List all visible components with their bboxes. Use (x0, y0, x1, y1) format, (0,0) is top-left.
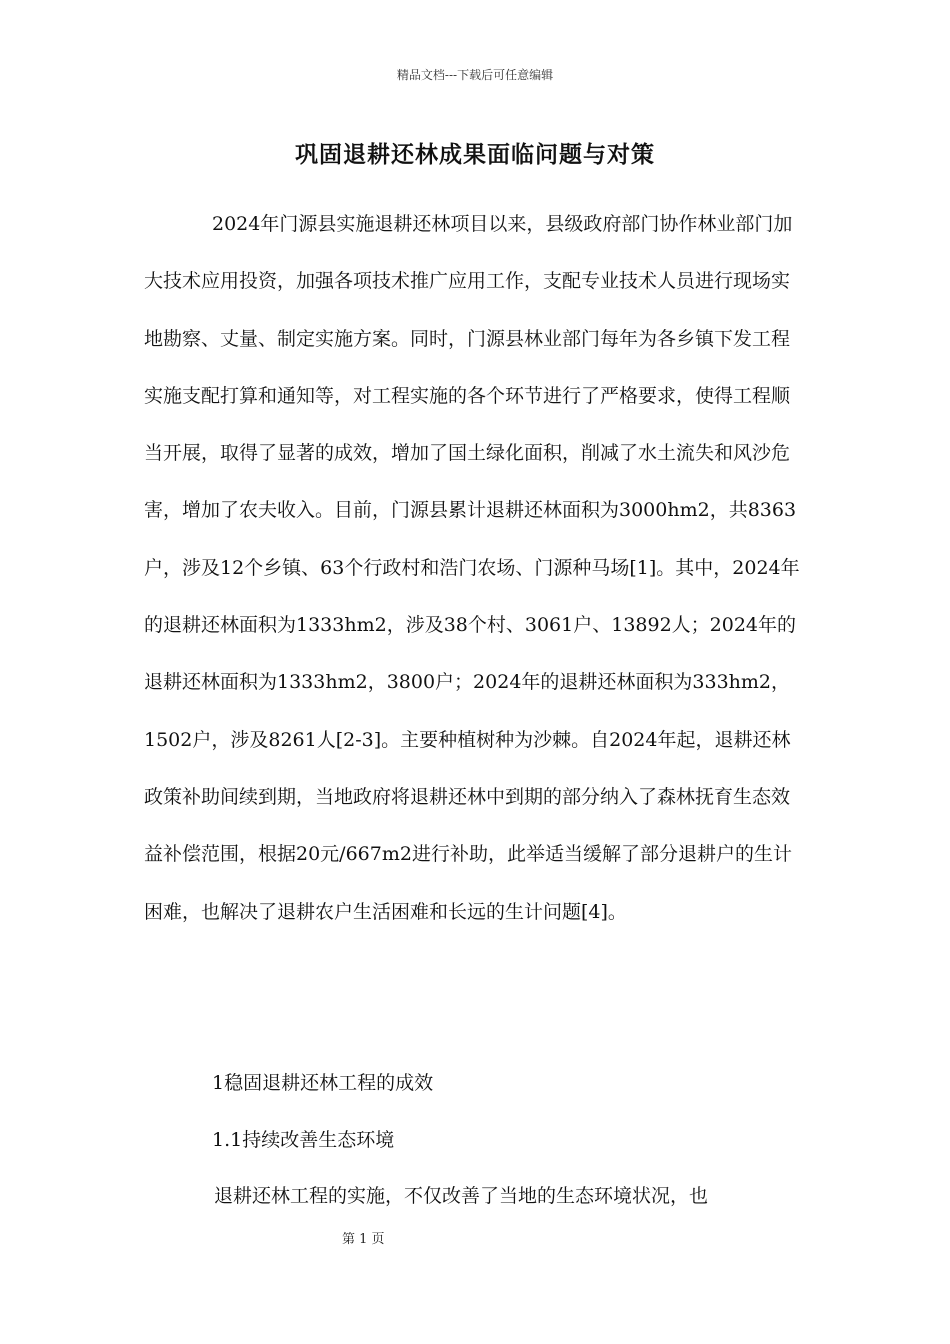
body-paragraph-2: 退耕还林工程的实施，不仅改善了当地的生态环境状况，也 (214, 1185, 709, 1207)
page-header: 精品文档---下载后可任意编辑 (396, 68, 554, 82)
document-title: 巩固退耕还林成果面临问题与对策 (295, 141, 655, 168)
subsection-heading-1-1: 1.1持续改善生态环境 (212, 1129, 395, 1151)
section-heading-1: 1稳固退耕还林工程的成效 (212, 1072, 434, 1094)
body-paragraph-1: 2024年门源县实施退耕还林项目以来，县级政府部门协作林业部门加大技术应用投资，加强各项技术推广应用工作，支配专业技术人员进行现场实地勘察、丈量、制定实施方案。同时，门源县林业部门每年为各乡镇下发工程实施支配打算和通知等，对工程实施的各个环节进行了严格要求，使得工程顺当开展，取得了显著的成效，增加了国土绿化面积，削减了水土流失和风沙危害，增加了农夫收入。目前，门源县累计退耕还林面积为3000hm2，共8363户，涉及12个乡镇、63个行政村和浩门农场、门源种马场[1]。其中，2024年的退耕还林面积为1333hm2，涉及38个村、3061户、13892人；2024年的退耕还林面积为1333hm2，3800户；2024年的退耕还林面积为333hm2，1502户，涉及8261人[2-3]。主要种植树种为沙棘。自2024年起，退耕还林政策补助间续到期，当地政府将退耕还林中到期的部分纳入了森林抚育生态效益补偿范围，根据20元/667m2进行补助，此举适当缓解了部分退耕户的生计困难，也解决了退耕农户生活困难和长远的生计问题[4]。 (144, 213, 800, 923)
page-number: 第 1 页 (342, 1232, 385, 1247)
